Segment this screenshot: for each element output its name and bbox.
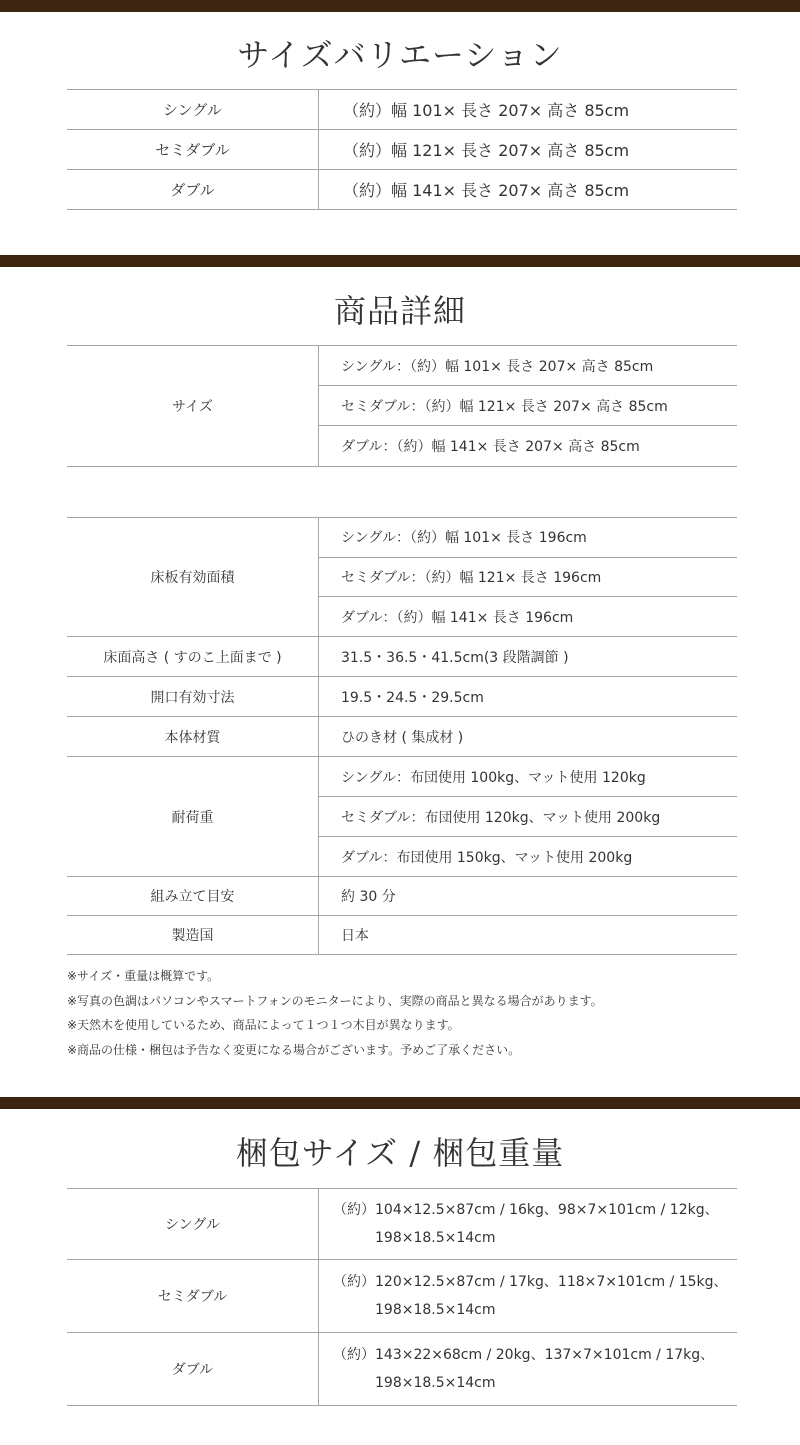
row-values xyxy=(319,518,737,636)
package-line: （約）143×22×68cm / 20kg、137×7×101cm / 17kg、 xyxy=(333,1347,715,1363)
row-values xyxy=(319,757,737,876)
row-label: シングル xyxy=(67,90,319,129)
row-label: セミダブル xyxy=(67,130,319,169)
row-value xyxy=(319,1189,737,1259)
table-row xyxy=(67,130,737,170)
size-detail-table xyxy=(67,345,737,467)
table-row xyxy=(67,1333,737,1406)
note-item: ※サイズ・重量は概算です。 xyxy=(67,969,220,983)
table-row xyxy=(67,757,737,877)
package-line: （約）120×12.5×87cm / 17kg、118×7×101cm / 15kg、 xyxy=(333,1274,728,1290)
row-value: （約）幅 141× 長さ 207× 高さ 85cm xyxy=(343,181,630,200)
table-row xyxy=(67,916,737,955)
row-value: ダブル：（約）幅 141× 長さ 196cm xyxy=(341,609,574,626)
table-row xyxy=(67,90,737,130)
size-variation-table xyxy=(67,89,737,210)
table-row xyxy=(67,1189,737,1260)
row-value: シングル：布団使用 100kg、マット使用 120kg xyxy=(319,757,737,797)
row-label: 床面高さ ( すのこ上面まで ) xyxy=(67,637,319,676)
row-value: ひのき材 ( 集成材 ) xyxy=(341,729,464,746)
row-label: 床板有効面積 xyxy=(67,518,319,636)
product-details-title: 商品詳細 xyxy=(333,292,466,330)
row-label: 本体材質 xyxy=(67,717,319,756)
row-value: セミダブル：布団使用 120kg、マット使用 200kg xyxy=(319,797,737,837)
table-row xyxy=(67,677,737,717)
row-value: （約）幅 121× 長さ 207× 高さ 85cm xyxy=(343,141,630,160)
spec-table xyxy=(67,517,737,955)
section-divider-top xyxy=(0,0,800,12)
size-variation-title: サイズバリエーション xyxy=(237,36,563,74)
table-row xyxy=(67,637,737,677)
row-value: ダブル：（約）幅 141× 長さ 207× 高さ 85cm xyxy=(341,439,640,455)
row-label: 組み立て目安 xyxy=(67,877,319,915)
row-value: 日本 xyxy=(341,928,369,944)
package-line: （約）104×12.5×87cm / 16kg、98×7×101cm / 12kg、 xyxy=(333,1202,719,1218)
table-row xyxy=(67,717,737,757)
row-value: 19.5・24.5・29.5cm xyxy=(341,689,484,706)
row-value: 約 30 分 xyxy=(341,889,396,905)
row-value xyxy=(319,1260,737,1332)
package-line: 198×18.5×14cm xyxy=(375,1302,496,1318)
row-value: シングル：（約）幅 101× 長さ 207× 高さ 85cm xyxy=(319,346,737,386)
table-row xyxy=(67,1260,737,1333)
note-item: ※写真の色調はパソコンやスマートフォンのモニターにより、実際の商品と異なる場合があります。 xyxy=(67,993,603,1008)
row-value: セミダブル：（約）幅 121× 長さ 207× 高さ 85cm xyxy=(319,386,737,426)
row-value xyxy=(319,1333,737,1405)
row-values xyxy=(319,346,737,466)
table-row xyxy=(67,170,737,210)
row-label: サイズ xyxy=(67,346,319,466)
row-value: ダブル：布団使用 150kg、マット使用 200kg xyxy=(341,849,633,866)
row-label: ダブル xyxy=(67,1333,319,1405)
row-value: シングル：（約）幅 101× 長さ 196cm xyxy=(319,518,737,558)
table-row xyxy=(67,877,737,916)
row-value: セミダブル：（約）幅 121× 長さ 196cm xyxy=(319,558,737,598)
row-label: 耐荷重 xyxy=(67,757,319,876)
row-label: 開口有効寸法 xyxy=(67,677,319,716)
section-divider-details xyxy=(0,255,800,267)
package-line: 198×18.5×14cm xyxy=(375,1230,496,1246)
row-label: セミダブル xyxy=(67,1260,319,1332)
note-item: ※商品の仕様・梱包は予告なく変更になる場合がございます。予めご了承ください。 xyxy=(67,1042,521,1057)
package-line: 198×18.5×14cm xyxy=(375,1375,496,1391)
row-label: シングル xyxy=(67,1189,319,1259)
table-row xyxy=(67,518,737,637)
section-divider-packaging xyxy=(0,1097,800,1109)
notes-list xyxy=(67,964,603,1062)
packaging-table xyxy=(67,1188,737,1406)
note-item: ※天然木を使用しているため、商品によって１つ１つ木目が異なります。 xyxy=(67,1018,460,1032)
row-label: 製造国 xyxy=(67,916,319,954)
row-value: 31.5・36.5・41.5cm(3 段階調節 ) xyxy=(341,649,569,666)
table-row xyxy=(67,346,737,467)
row-value: （約）幅 101× 長さ 207× 高さ 85cm xyxy=(343,101,630,120)
packaging-title: 梱包サイズ / 梱包重量 xyxy=(235,1134,565,1172)
row-label: ダブル xyxy=(67,170,319,209)
